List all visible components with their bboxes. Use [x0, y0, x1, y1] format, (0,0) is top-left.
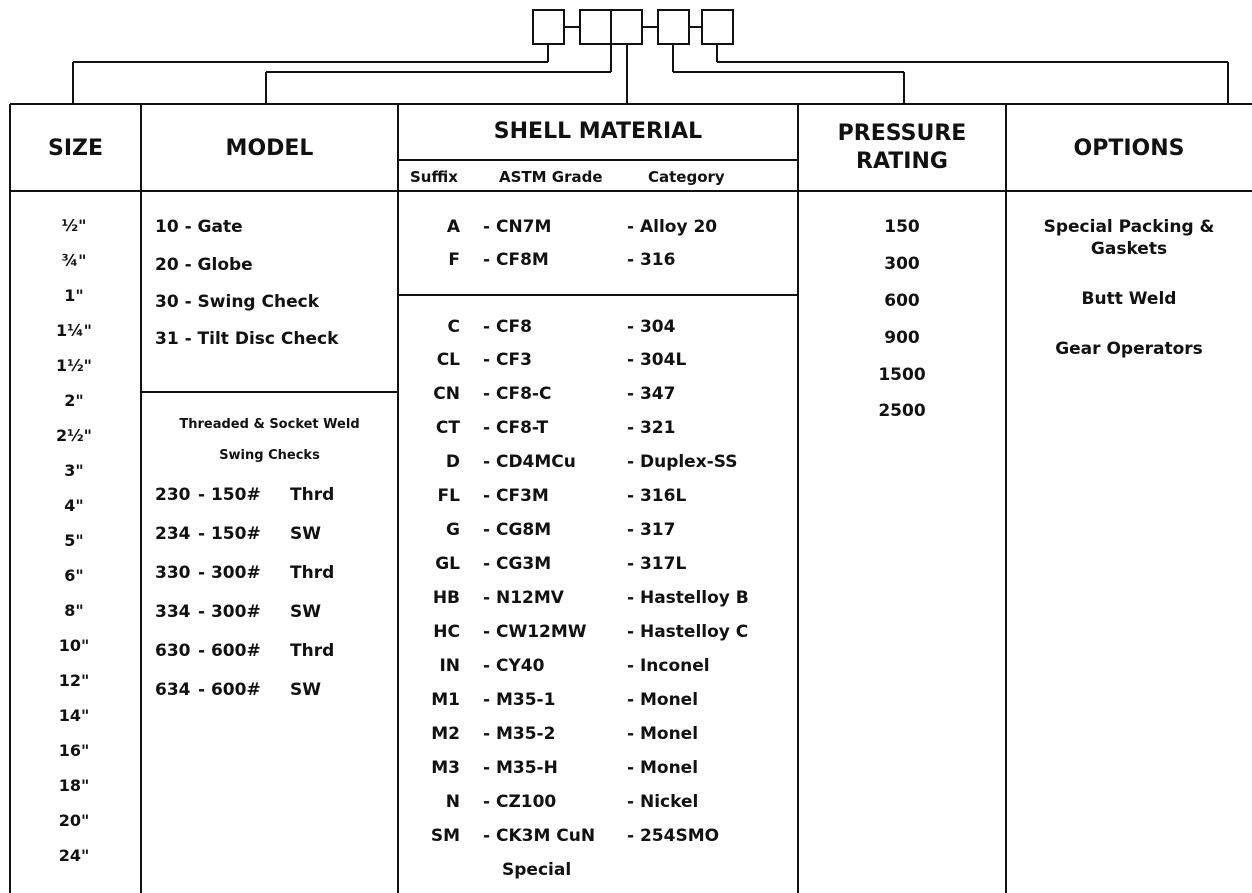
material-suffix: N	[445, 792, 460, 812]
material-category: - Monel	[627, 690, 699, 710]
material-suffix: CT	[435, 418, 460, 438]
size-item: ¾"	[61, 251, 87, 270]
swing-checks-title: Threaded & Socket Weld	[179, 417, 360, 432]
swing-rating: - 600#	[198, 680, 261, 700]
size-item: 24"	[58, 846, 90, 865]
material-category: - Monel	[627, 758, 699, 778]
model-item: 10 - Gate	[155, 217, 243, 237]
swing-code: 634	[155, 680, 191, 700]
code-box-material	[658, 10, 689, 44]
material-suffix: FL	[437, 486, 460, 506]
material-astm: - CF3M	[483, 486, 549, 506]
swing-type: SW	[290, 524, 321, 544]
size-item: 2½"	[55, 426, 93, 445]
material-category: - 321	[627, 418, 676, 438]
swing-rating: - 300#	[198, 563, 261, 583]
size-item: 5"	[64, 531, 84, 550]
code-box-model	[580, 10, 611, 44]
material-suffix: HC	[433, 622, 460, 642]
material-category: - Alloy 20	[627, 217, 718, 237]
material-category: - 317L	[627, 554, 687, 574]
swing-code: 334	[155, 602, 191, 622]
material-category: - Hastelloy C	[627, 622, 749, 642]
size-item: 1"	[64, 286, 84, 305]
material-category: - Duplex-SS	[627, 452, 738, 472]
options-header: OPTIONS	[1073, 136, 1185, 161]
swing-code: 234	[155, 524, 191, 544]
model-item: 20 - Globe	[155, 255, 253, 275]
swing-type: SW	[290, 602, 321, 622]
material-astm: - M35-H	[483, 758, 558, 778]
material-note: Special	[502, 860, 572, 880]
size-item: 6"	[64, 566, 84, 585]
option-gear-operators: Gear Operators	[1055, 339, 1203, 359]
swing-code: 230	[155, 485, 191, 505]
swing-type: SW	[290, 680, 321, 700]
pressure-item: 2500	[878, 401, 926, 421]
pressure-rating-header: PRESSURE RATING	[837, 121, 967, 174]
material-suffix: M3	[431, 758, 460, 778]
size-item: 3"	[64, 461, 84, 480]
swing-checks-subtitle: Swing Checks	[219, 448, 320, 463]
size-header: SIZE	[47, 136, 103, 161]
material-astm: - CG8M	[483, 520, 552, 540]
code-box-model-2	[611, 10, 642, 44]
swing-code: 630	[155, 641, 191, 661]
material-category: - 347	[627, 384, 676, 404]
material-category: - Nickel	[627, 792, 699, 812]
material-astm: - CZ100	[483, 792, 557, 812]
material-astm: - N12MV	[483, 588, 564, 608]
pressure-item: 1500	[878, 365, 926, 385]
material-astm: - CY40	[483, 656, 545, 676]
material-astm: - CF8-T	[483, 418, 549, 438]
category-subheader: Category	[648, 168, 725, 186]
suffix-subheader: Suffix	[410, 168, 458, 186]
material-astm: - CD4MCu	[483, 452, 576, 472]
material-category: - 254SMO	[627, 826, 720, 846]
material-category: - Inconel	[627, 656, 710, 676]
code-box-size	[533, 10, 564, 44]
swing-code: 330	[155, 563, 191, 583]
material-category: - 317	[627, 520, 676, 540]
swing-rating: - 600#	[198, 641, 261, 661]
material-astm: - CF3	[483, 350, 532, 370]
size-item: 14"	[58, 706, 90, 725]
pressure-item: 600	[884, 291, 920, 311]
model-item: 31 - Tilt Disc Check	[155, 329, 339, 349]
material-suffix: G	[446, 520, 460, 540]
model-header: MODEL	[225, 136, 314, 161]
material-astm: - CF8	[483, 317, 532, 337]
material-suffix: SM	[430, 826, 460, 846]
size-item: 20"	[58, 811, 90, 830]
model-item: 30 - Swing Check	[155, 292, 320, 312]
option-packing-gaskets: Special Packing &	[1043, 217, 1215, 237]
size-item: 16"	[58, 741, 90, 760]
material-suffix: F	[448, 250, 460, 270]
material-suffix: A	[446, 217, 460, 237]
material-suffix: GL	[435, 554, 460, 574]
material-astm: - M35-1	[483, 690, 556, 710]
material-suffix: IN	[439, 656, 460, 676]
size-item: ½"	[61, 216, 87, 235]
size-item: 1¼"	[55, 321, 93, 340]
material-astm: - CF8-C	[483, 384, 552, 404]
swing-rating: - 300#	[198, 602, 261, 622]
code-box-pressure	[702, 10, 733, 44]
size-item: 18"	[58, 776, 90, 795]
material-astm: - CN7M	[483, 217, 552, 237]
material-suffix: D	[445, 452, 460, 472]
material-astm: - CG3M	[483, 554, 552, 574]
material-suffix: M1	[431, 690, 460, 710]
material-category: - 316L	[627, 486, 687, 506]
material-category: - 304L	[627, 350, 687, 370]
pressure-item: 150	[884, 217, 920, 237]
size-item: 12"	[58, 671, 90, 690]
material-suffix: M2	[431, 724, 460, 744]
size-item: 10"	[58, 636, 90, 655]
size-item: 8"	[64, 601, 84, 620]
size-item: 4"	[64, 496, 84, 515]
pressure-item: 300	[884, 254, 920, 274]
material-category: - Hastelloy B	[627, 588, 749, 608]
material-suffix: C	[447, 317, 460, 337]
material-category: - Monel	[627, 724, 699, 744]
option-packing-gaskets-line2: Gaskets	[1090, 239, 1168, 259]
material-suffix: CL	[436, 350, 460, 370]
astm-grade-subheader: ASTM Grade	[499, 168, 603, 186]
shell-material-header: SHELL MATERIAL	[493, 119, 703, 144]
material-suffix: CN	[433, 384, 460, 404]
option-butt-weld: Butt Weld	[1081, 289, 1177, 309]
swing-type: Thrd	[290, 485, 335, 505]
swing-type: Thrd	[290, 563, 335, 583]
pressure-item: 900	[884, 328, 920, 348]
size-item: 1½"	[55, 356, 93, 375]
swing-rating: - 150#	[198, 524, 261, 544]
material-astm: - CK3M CuN	[483, 826, 596, 846]
size-item: 2"	[64, 391, 84, 410]
swing-type: Thrd	[290, 641, 335, 661]
material-astm: - CF8M	[483, 250, 549, 270]
swing-rating: - 150#	[198, 485, 261, 505]
material-category: - 304	[627, 317, 676, 337]
material-category: - 316	[627, 250, 676, 270]
material-suffix: HB	[432, 588, 460, 608]
material-astm: - M35-2	[483, 724, 556, 744]
material-astm: - CW12MW	[483, 622, 587, 642]
